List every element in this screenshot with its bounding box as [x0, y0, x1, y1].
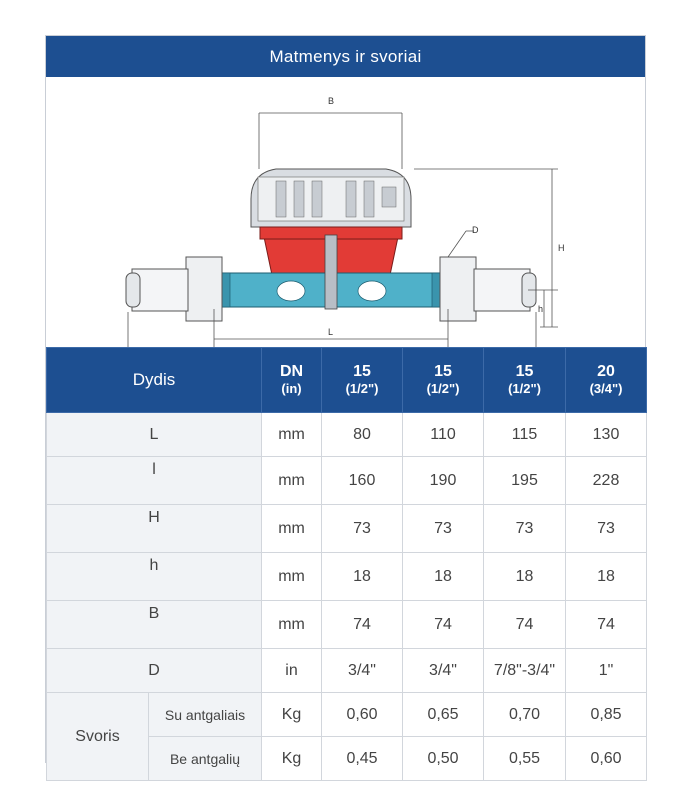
cell-value: 0,60 — [566, 737, 647, 781]
label-d: D — [472, 225, 479, 235]
cell-value: 1" — [566, 649, 647, 693]
dimension-b — [259, 113, 402, 169]
weight-sub-label: Be antgalių — [149, 737, 262, 781]
row-label: h — [47, 553, 262, 601]
cell-value: 74 — [566, 601, 647, 649]
cell-value: 0,45 — [322, 737, 403, 781]
cell-value: 0,70 — [484, 693, 566, 737]
header-dn — [262, 348, 322, 413]
weight-row — [47, 693, 647, 737]
table-row — [47, 649, 647, 693]
cell-value: 74 — [403, 601, 484, 649]
cell-value: 74 — [322, 601, 403, 649]
cell-value: 110 — [403, 413, 484, 457]
header-col-2-sub: (1/2") — [426, 381, 460, 396]
row-unit: Kg — [262, 693, 322, 737]
cell-value: 7/8"-3/4" — [484, 649, 566, 693]
row-unit: in — [262, 649, 322, 693]
row-label: l — [47, 457, 262, 505]
dimensions-table — [46, 347, 647, 781]
spindle — [325, 235, 337, 309]
cell-value: 0,55 — [484, 737, 566, 781]
cell-value: 0,50 — [403, 737, 484, 781]
dimensions-card — [45, 35, 646, 767]
row-label: D — [47, 649, 262, 693]
row-unit: mm — [262, 601, 322, 649]
table-row — [47, 457, 647, 505]
table-row — [47, 553, 647, 601]
label-l-body: L — [328, 327, 334, 337]
header-dydis: Dydis — [47, 348, 262, 413]
header-col-2 — [403, 348, 484, 413]
row-unit: mm — [262, 505, 322, 553]
cell-value: 80 — [322, 413, 403, 457]
header-col-3-num: 15 — [515, 363, 534, 380]
label-h-total: H — [558, 243, 565, 253]
cell-value: 195 — [484, 457, 566, 505]
cell-value: 3/4" — [403, 649, 484, 693]
table-row — [47, 505, 647, 553]
header-col-3-sub: (1/2") — [508, 381, 541, 396]
header-col-4 — [566, 348, 647, 413]
card-title: Matmenys ir svoriai — [46, 36, 645, 77]
label-h-small: h — [538, 304, 544, 314]
water-meter-drawing — [46, 77, 645, 347]
cell-value: 130 — [566, 413, 647, 457]
row-unit: mm — [262, 457, 322, 505]
weight-sub-label: Su antgaliais — [149, 693, 262, 737]
meter-head — [251, 169, 411, 227]
header-dn-unit: (in) — [281, 381, 302, 396]
cell-value: 18 — [322, 553, 403, 601]
cell-value: 18 — [403, 553, 484, 601]
header-col-1-num: 15 — [353, 363, 371, 380]
header-col-4-num: 20 — [597, 363, 615, 380]
cell-value: 0,65 — [403, 693, 484, 737]
row-unit: Kg — [262, 737, 322, 781]
table-header-row — [47, 348, 647, 413]
weight-label: Svoris — [47, 693, 149, 781]
coupling-left — [126, 257, 222, 321]
label-b: B — [328, 96, 335, 106]
row-label: H — [47, 505, 262, 553]
row-label: L — [47, 413, 262, 457]
cell-value: 18 — [484, 553, 566, 601]
cell-value: 3/4" — [322, 649, 403, 693]
header-col-1-sub: (1/2") — [345, 381, 379, 396]
header-col-3 — [484, 348, 566, 413]
table-row — [47, 413, 647, 457]
row-unit: mm — [262, 413, 322, 457]
cell-value: 73 — [322, 505, 403, 553]
header-dn-label: DN — [279, 363, 304, 380]
row-unit: mm — [262, 553, 322, 601]
cell-value: 115 — [484, 413, 566, 457]
cell-value: 228 — [566, 457, 647, 505]
cell-value: 73 — [403, 505, 484, 553]
cell-value: 74 — [484, 601, 566, 649]
cell-value: 190 — [403, 457, 484, 505]
dimension-d — [448, 231, 474, 257]
row-label: B — [47, 601, 262, 649]
cell-value: 0,60 — [322, 693, 403, 737]
coupling-right — [440, 257, 536, 321]
cell-value: 0,85 — [566, 693, 647, 737]
cell-value: 160 — [322, 457, 403, 505]
header-col-4-sub: (3/4") — [589, 381, 623, 396]
cell-value: 18 — [566, 553, 647, 601]
header-col-2-num: 15 — [434, 363, 452, 380]
header-col-1 — [322, 348, 403, 413]
table-row — [47, 601, 647, 649]
cell-value: 73 — [484, 505, 566, 553]
cell-value: 73 — [566, 505, 647, 553]
